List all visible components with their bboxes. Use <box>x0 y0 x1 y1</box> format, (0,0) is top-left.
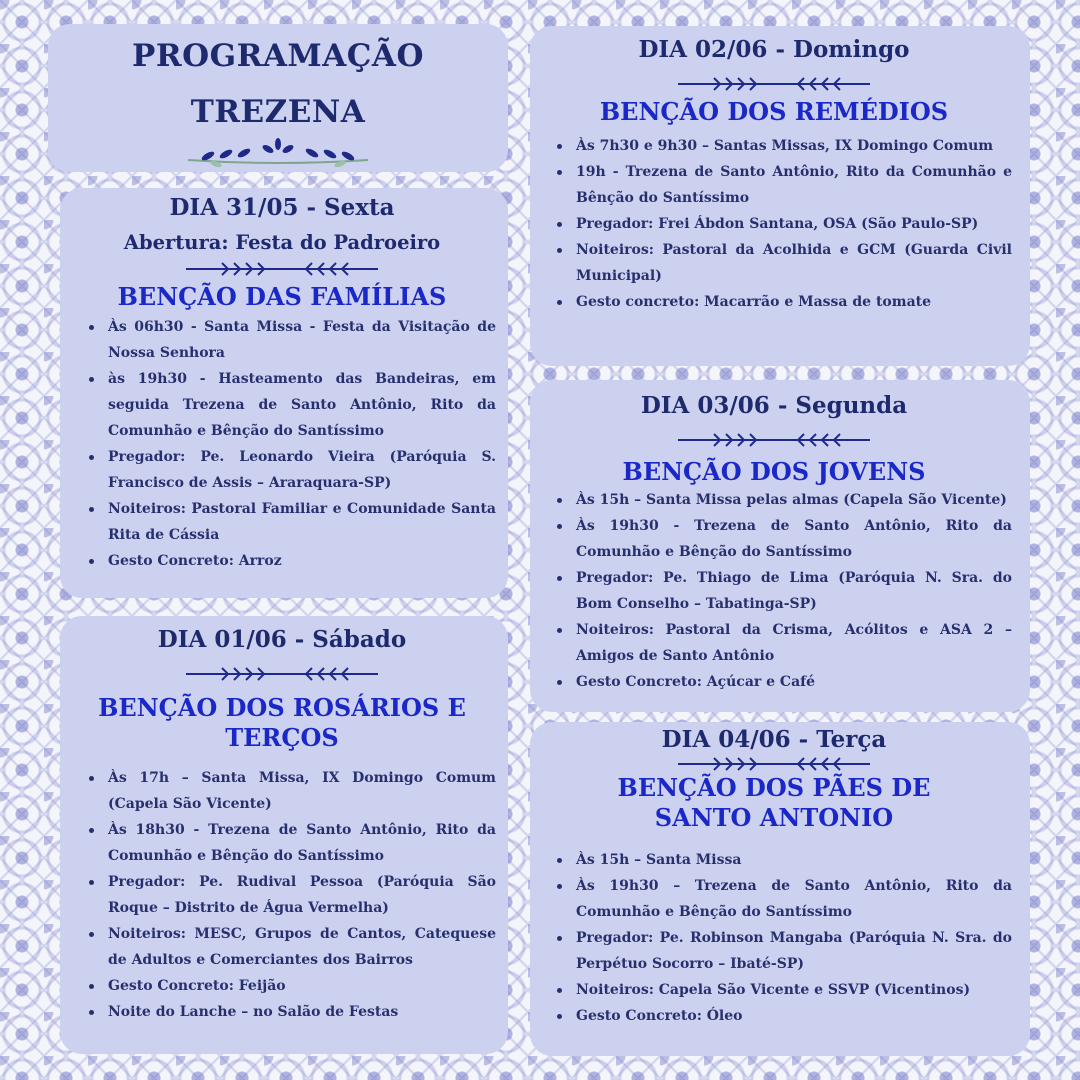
schedule-list <box>536 487 1012 695</box>
list-item: Às 17h – Santa Missa, IX Domingo Comum (Capela São Vicente) <box>108 765 496 817</box>
arrow-ornament-icon <box>182 260 382 278</box>
day-theme: BENÇÃO DOS ROSÁRIOS E TERÇOS <box>98 693 466 752</box>
list-item: Gesto Concreto: Arroz <box>108 548 496 574</box>
list-item: Noiteiros: MESC, Grupos de Cantos, Catequese de Adultos e Comerciantes dos Bairros <box>108 921 496 973</box>
day-card-0106 <box>60 616 508 1054</box>
arrow-ornament-icon <box>182 665 382 683</box>
schedule-list <box>536 133 1012 315</box>
list-item: Noiteiros: Capela São Vicente e SSVP (Vicentinos) <box>576 977 1012 1003</box>
schedule-list <box>68 765 496 1025</box>
list-item: Gesto Concreto: Óleo <box>576 1003 1012 1029</box>
list-item: Gesto concreto: Macarrão e Massa de tomate <box>576 289 1012 315</box>
list-item: Gesto Concreto: Feijão <box>108 973 496 999</box>
list-item: Às 18h30 - Trezena de Santo Antônio, Rito da Comunhão e Bênção do Santíssimo <box>108 817 496 869</box>
day-subtitle: Abertura: Festa do Padroeiro <box>123 231 441 254</box>
list-item: Noiteiros: Pastoral Familiar e Comunidade Santa Rita de Cássia <box>108 496 496 548</box>
list-item: Pregador: Pe. Rudival Pessoa (Paróquia São Roque – Distrito de Água Vermelha) <box>108 869 496 921</box>
list-item: Pregador: Pe. Leonardo Vieira (Paróquia S. Francisco de Assis – Araraquara-SP) <box>108 444 496 496</box>
list-item: Às 19h30 - Trezena de Santo Antônio, Rito da Comunhão e Bênção do Santíssimo <box>576 513 1012 565</box>
schedule-list <box>536 847 1012 1029</box>
list-item: Às 7h30 e 9h30 – Santas Missas, IX Domingo Comum <box>576 133 1012 159</box>
list-item: 19h - Trezena de Santo Antônio, Rito da Comunhão e Bênção do Santíssimo <box>576 159 1012 211</box>
list-item: Às 19h30 – Trezena de Santo Antônio, Rito da Comunhão e Bênção do Santíssimo <box>576 873 1012 925</box>
list-item: Noiteiros: Pastoral da Acolhida e GCM (Guarda Civil Municipal) <box>576 237 1012 289</box>
leaf-ornament-icon <box>178 136 378 170</box>
list-item: Noiteiros: Pastoral da Crisma, Acólitos e ASA 2 – Amigos de Santo Antônio <box>576 617 1012 669</box>
schedule-list <box>68 314 496 574</box>
program-subtitle: TREZENA <box>190 94 366 130</box>
day-theme: BENÇÃO DOS JOVENS <box>622 457 926 486</box>
arrow-ornament-icon <box>674 431 874 449</box>
list-item: Às 15h – Santa Missa <box>576 847 1012 873</box>
list-item: Gesto Concreto: Açúcar e Café <box>576 669 1012 695</box>
list-item: Noite do Lanche – no Salão de Festas <box>108 999 496 1025</box>
day-title: DIA 03/06 - Segunda <box>640 392 908 419</box>
day-card-3105 <box>60 188 508 598</box>
arrow-ornament-icon <box>674 755 874 773</box>
list-item: Pregador: Pe. Thiago de Lima (Paróquia N. Sra. do Bom Conselho – Tabatinga-SP) <box>576 565 1012 617</box>
day-theme: BENÇÃO DOS REMÉDIOS <box>599 97 949 126</box>
day-title: DIA 04/06 - Terça <box>661 726 887 753</box>
day-title: DIA 02/06 - Domingo <box>638 36 910 63</box>
day-title: DIA 01/06 - Sábado <box>157 626 407 653</box>
title-card <box>48 24 508 172</box>
day-theme: BENÇÃO DOS PÃES DE SANTO ANTONIO <box>617 773 931 832</box>
day-theme: BENÇÃO DAS FAMÍLIAS <box>117 282 447 311</box>
program-title: PROGRAMAÇÃO <box>132 38 424 74</box>
list-item: Às 15h – Santa Missa pelas almas (Capela São Vicente) <box>576 487 1012 513</box>
day-title: DIA 31/05 - Sexta <box>169 194 395 221</box>
day-card-0306 <box>530 380 1030 712</box>
list-item: às 19h30 - Hasteamento das Bandeiras, em seguida Trezena de Santo Antônio, Rito da Comunhão e Bênção do Santíssimo <box>108 366 496 444</box>
day-card-0206 <box>530 26 1030 366</box>
arrow-ornament-icon <box>674 75 874 93</box>
list-item: Às 06h30 - Santa Missa - Festa da Visitação de Nossa Senhora <box>108 314 496 366</box>
list-item: Pregador: Frei Ábdon Santana, OSA (São Paulo-SP) <box>576 211 1012 237</box>
list-item: Pregador: Pe. Robinson Mangaba (Paróquia N. Sra. do Perpétuo Socorro – Ibaté-SP) <box>576 925 1012 977</box>
day-card-0406 <box>530 722 1030 1056</box>
